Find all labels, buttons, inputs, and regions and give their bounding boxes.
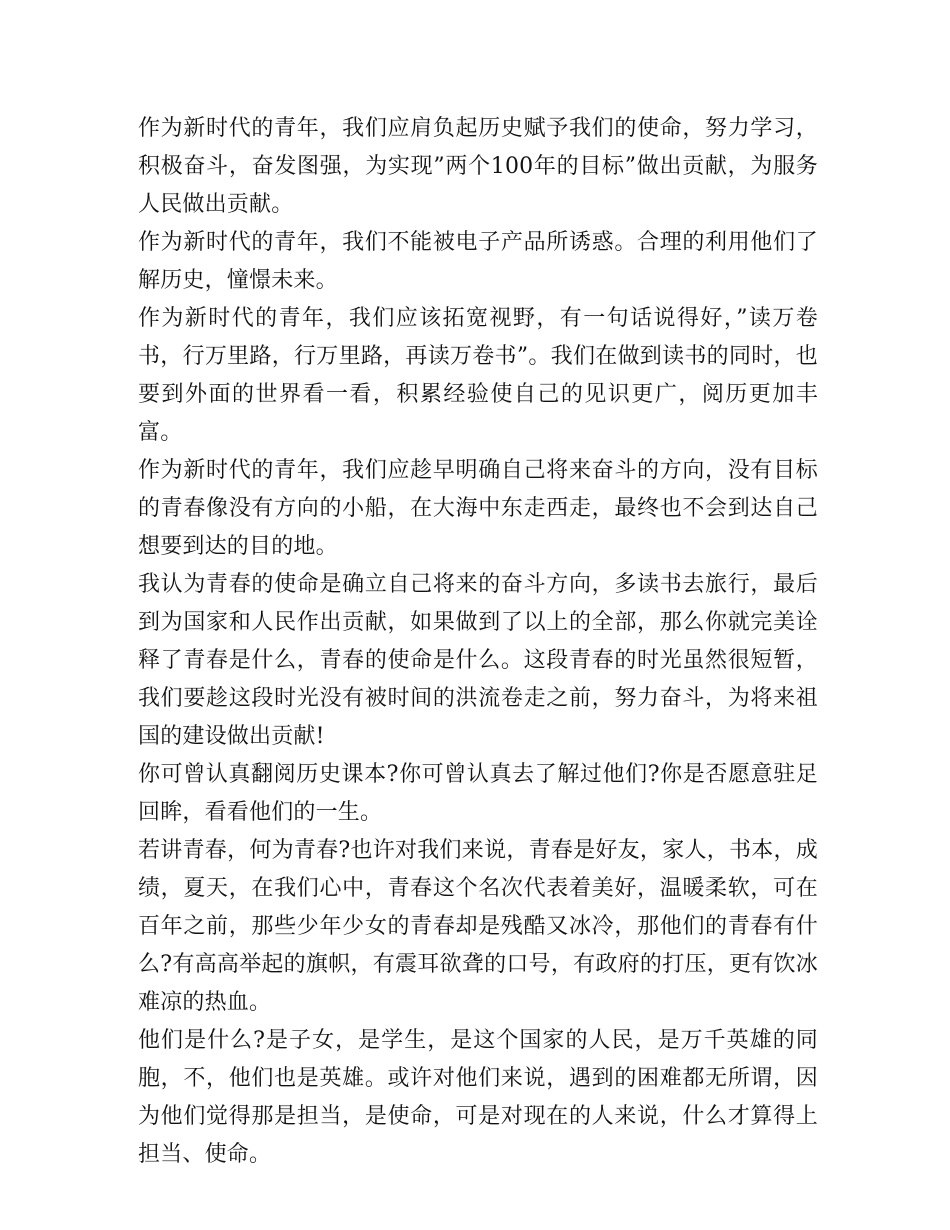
- paragraph: 你可曾认真翻阅历史课本?你可曾认真去了解过他们?你是否愿意驻足回眸，看看他们的一生。: [138, 762, 818, 825]
- paragraph: 作为新时代的青年，我们应趁早明确自己将来奋斗的方向，没有目标的青春像没有方向的小船，在大海中东走西走，最终也不会到达自己想要到达的目的地。: [138, 458, 818, 559]
- paragraph: 若讲青春，何为青春?也许对我们来说，青春是好友，家人，书本，成绩，夏天，在我们心中，青春这个名次代表着美好，温暖柔软，可在百年之前，那些少年少女的青春却是残酷又冰冷，那他们的青春有什么?有高高举起的旗帜，有震耳欲聋的口号，有政府的打压，更有饮冰难凉的热血。: [138, 838, 818, 1015]
- paragraph: 我认为青春的使命是确立自己将来的奋斗方向，多读书去旅行，最后到为国家和人民作出贡献，如果做到了以上的全部，那么你就完美诠释了青春是什么，青春的使命是什么。这段青春的时光虽然很短暂，我们要趁这段时光没有被时间的洪流卷走之前，努力奋斗，为将来祖国的建设做出贡献!: [138, 572, 818, 749]
- paragraph: 作为新时代的青年，我们应该拓宽视野，有一句话说得好，”读万卷书，行万里路，行万里路，再读万卷书”。我们在做到读书的同时，也要到外面的世界看一看，积累经验使自己的见识更广，阅历更加丰富。: [138, 306, 818, 445]
- document-body: [138, 110, 818, 1174]
- paragraph: 作为新时代的青年，我们不能被电子产品所诱惑。合理的利用他们了解历史，憧憬未来。: [138, 230, 818, 293]
- paragraph: 他们是什么?是子女，是学生，是这个国家的人民，是万千英雄的同胞，不，他们也是英雄。或许对他们来说，遇到的困难都无所谓，因为他们觉得那是担当，是使命，可是对现在的人来说，什么才算得上担当、使命。: [138, 1028, 818, 1167]
- paragraph: 作为新时代的青年，我们应肩负起历史赋予我们的使命，努力学习，积极奋斗，奋发图强，为实现”两个100年的目标”做出贡献，为服务人民做出贡献。: [138, 116, 818, 217]
